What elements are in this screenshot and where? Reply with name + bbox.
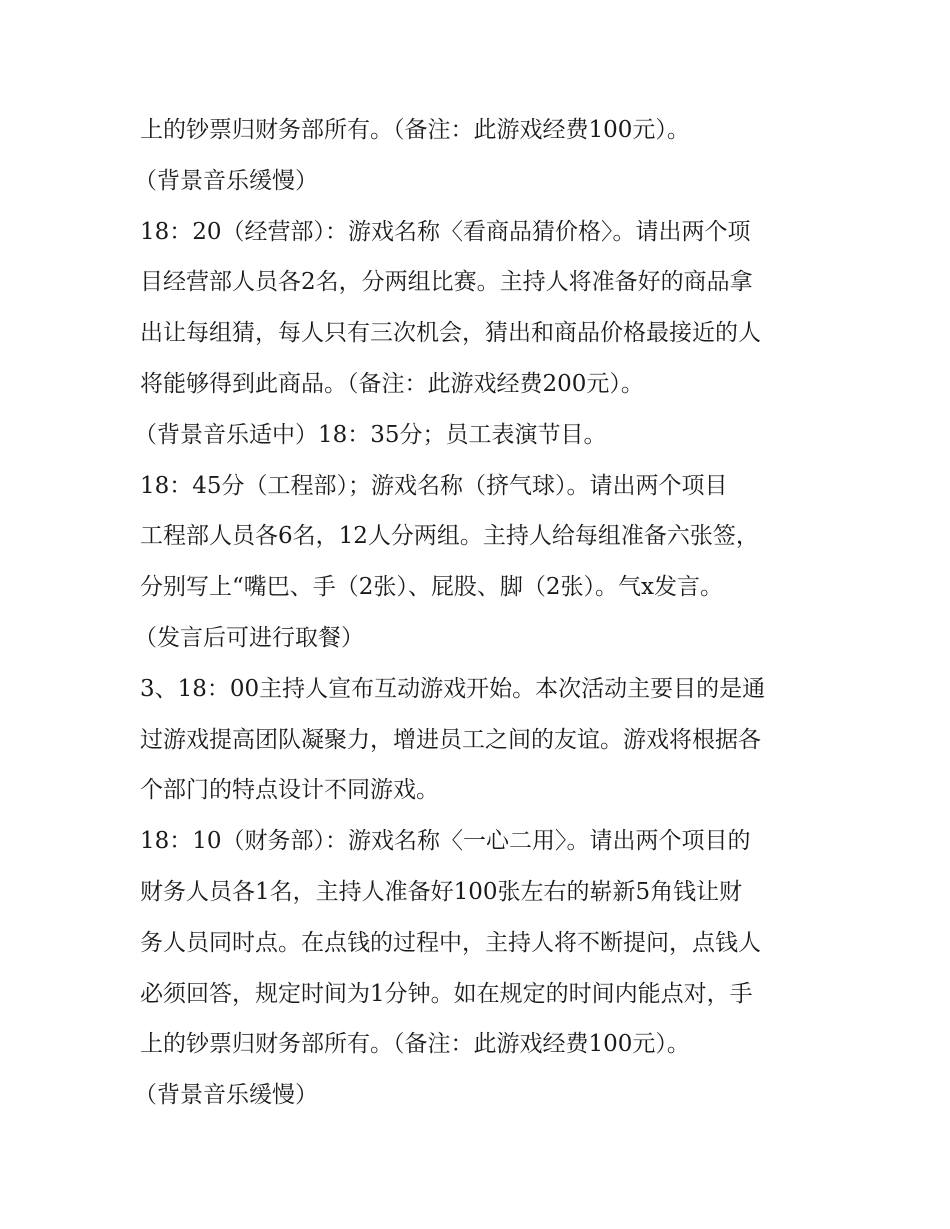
document-body	[134, 105, 830, 1121]
text-line: 上的钞票归财务部所有。（备注：此游戏经费100元）。	[140, 117, 690, 143]
text-line: 18：10（财务部）：游戏名称〈一心二用〉。请出两个项目的	[140, 828, 751, 855]
text-line: （背景音乐适中）18：35分；员工表演节目。	[134, 421, 607, 448]
text-line: 将能够得到此商品。（备注：此游戏经费200元）。	[140, 370, 644, 397]
text-line: 财务人员各1名，主持人准备好100张左右的崭新5角钱让财	[140, 878, 743, 905]
text-line: 目经营部人员各2名，分两组比赛。主持人将准备好的商品拿	[140, 269, 753, 296]
text-line: （发言后可进行取餐）	[134, 624, 364, 651]
text-line: 18：45分（工程部）；游戏名称（挤气球）。请出两个项目	[140, 472, 728, 499]
text-line: 过游戏提高团队凝聚力，增进员工之间的友谊。游戏将根据各	[140, 726, 761, 753]
text-line: 分别写上“嘴巴、手（2张）、屁股、脚（2张）。气x发言。	[140, 574, 723, 601]
text-line: 出让每组猜，每人只有三次机会，猜出和商品价格最接近的人	[140, 320, 761, 347]
text-line: 上的钞票归财务部所有。（备注：此游戏经费100元）。	[140, 1031, 690, 1058]
text-line: （背景音乐缓慢）	[134, 167, 318, 194]
text-line: 18：20（经营部）：游戏名称〈看商品猜价格〉。请出两个项	[140, 218, 751, 245]
text-line: 务人员同时点。在点钱的过程中，主持人将不断提问，点钱人	[140, 929, 761, 956]
text-line: 必须回答，规定时间为1分钟。如在规定的时间内能点对，手	[140, 980, 753, 1007]
text-line: （背景音乐缓慢）	[134, 1082, 318, 1109]
text-line: 个部门的特点设计不同游戏。	[140, 777, 439, 804]
text-line: 3、18：00主持人宣布互动游戏开始。本次活动主要目的是通	[140, 675, 766, 702]
text-line: 工程部人员各6名，12人分两组。主持人给每组准备六张签，	[140, 523, 759, 550]
